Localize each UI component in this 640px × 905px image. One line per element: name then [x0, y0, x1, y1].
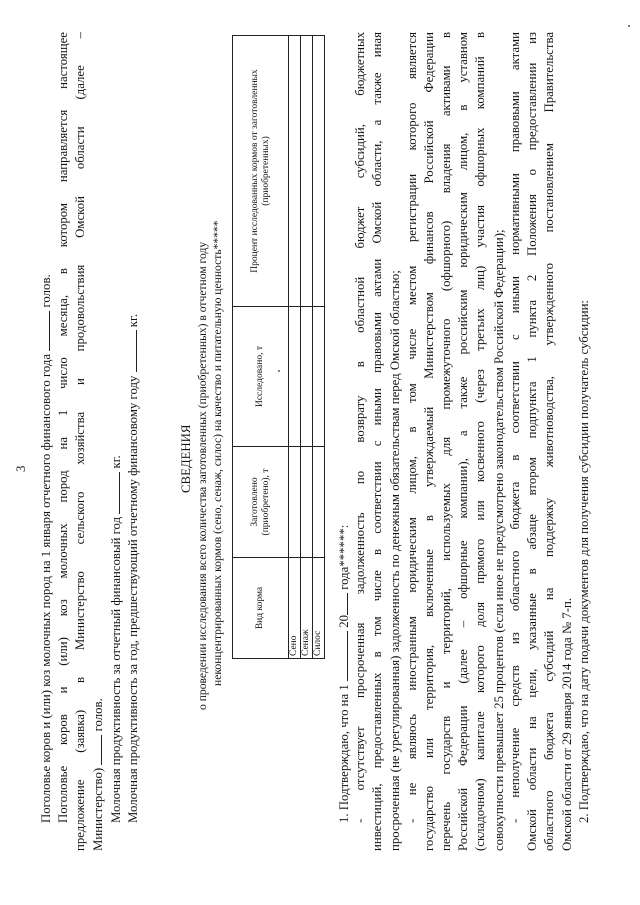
tested-cell	[289, 307, 301, 447]
procured-cell	[289, 447, 301, 558]
paragraph-line: Омской области от 29 января 2014 года № 7-п.	[560, 597, 575, 851]
paragraph-line: Российской Федерации (далее – офшорные компании), а также российским юридическим лицом, в уставном	[456, 32, 471, 851]
intro-line-2: Поголовье коров и (или) коз молочных пород на 1 число месяца, в котором направляется настоящее	[56, 32, 70, 823]
intro-line-1: Поголовье коров и (или) коз молочных пород на 1 января отчетного финансового года голов.	[39, 274, 53, 823]
column-header-tested: Исследовано, т	[233, 307, 289, 447]
table-row	[289, 36, 301, 659]
intro-line-4: Министерство) голов.	[91, 698, 105, 851]
paragraph-line: государство или территория, включенные в утверждаемый Министерством финансов Российской Федерации	[421, 32, 436, 851]
section-title: СВЕДЕНИЯ	[179, 424, 193, 493]
scan-speck	[628, 25, 630, 27]
procured-cell	[313, 447, 325, 558]
tested-cell	[313, 307, 325, 447]
percent-cell	[289, 36, 301, 307]
paragraph-line: перечень государств и территорий, используемых для промежуточного (офшорного) владения активами в	[439, 32, 453, 851]
table-row	[313, 36, 325, 659]
section-subtitle-1: о проведении исследования всего количества заготовленных (приобретенных) в отчетном году	[196, 241, 209, 710]
paragraph-line: совокупности превышает 25 процентов (если иное не предусмотрено законодательством Российской Федерации);	[491, 229, 506, 851]
section-subtitle-2: неконцентрированных кормов (сено, сенаж, силос) на качество и питательную ценность*****	[211, 220, 224, 686]
feed-type-cell: Сенаж	[301, 558, 313, 659]
percent-cell	[301, 36, 313, 307]
paragraph-line: (складочном) капитале которого доля прямого или косвенного (через третьих лиц) участия офшорных компаний в	[473, 32, 488, 851]
intro-line-6: Молочная продуктивность за год, предшествующий отчетному финансовому году кг.	[126, 313, 140, 823]
page-number: 3	[14, 465, 28, 472]
paragraph-line: областного бюджета субсидий на поддержку животноводства, утвержденного постановлением Правительства	[542, 32, 557, 851]
confirmation-2: 2. Подтверждаю, что на дату подачи документов для получения субсидии получатель субсидии:	[577, 300, 591, 823]
column-header-feed-type: Вид корма	[233, 558, 289, 659]
intro-line-5: Молочная продуктивность за отчетный финансовый год кг.	[109, 455, 123, 823]
intro-line-3: предложение (заявка) в Министерство сельского хозяйства и продовольствия Омской области (далее –	[73, 32, 87, 851]
feed-table	[232, 35, 325, 659]
feed-type-cell: Сено	[289, 558, 301, 659]
paragraph-line: инвестиций, предоставленных в том числе в соответствии с иными правовыми актами Омской области, а также иная	[370, 32, 385, 851]
procured-cell	[301, 447, 313, 558]
feed-type-cell: Силос	[313, 558, 325, 659]
paragraph-line: - отсутствует просроченная задолженность по возврату в областной бюджет субсидий, бюджетных	[353, 32, 367, 823]
table-row	[301, 36, 313, 659]
confirmation-1: 1. Подтверждаю, что на 1 20 года******:	[337, 524, 351, 823]
table-header-row	[233, 36, 289, 659]
paragraph-line: - неполучение средств из областного бюджета в соответствии с иными нормативными правовыми актами	[507, 32, 522, 823]
paragraph-line: - не являюсь иностранным юридическим лицом, в том числе местом регистрации которого является	[404, 32, 419, 823]
percent-cell	[313, 36, 325, 307]
paragraph-line: просроченная (не урегулированная) задолженность по денежным обязательствам перед Омской областью;	[388, 270, 403, 851]
tested-cell	[301, 307, 313, 447]
paragraph-line: Омской области на цели, указанные в абзаце втором подпункта 1 пункта 2 Положения о предоставлении из	[525, 32, 539, 851]
column-header-procured: Заготовлено (приобретено), т	[233, 447, 289, 558]
column-header-percent: Процент исследованных кормов от заготовленных (приобретенных)	[233, 36, 289, 307]
